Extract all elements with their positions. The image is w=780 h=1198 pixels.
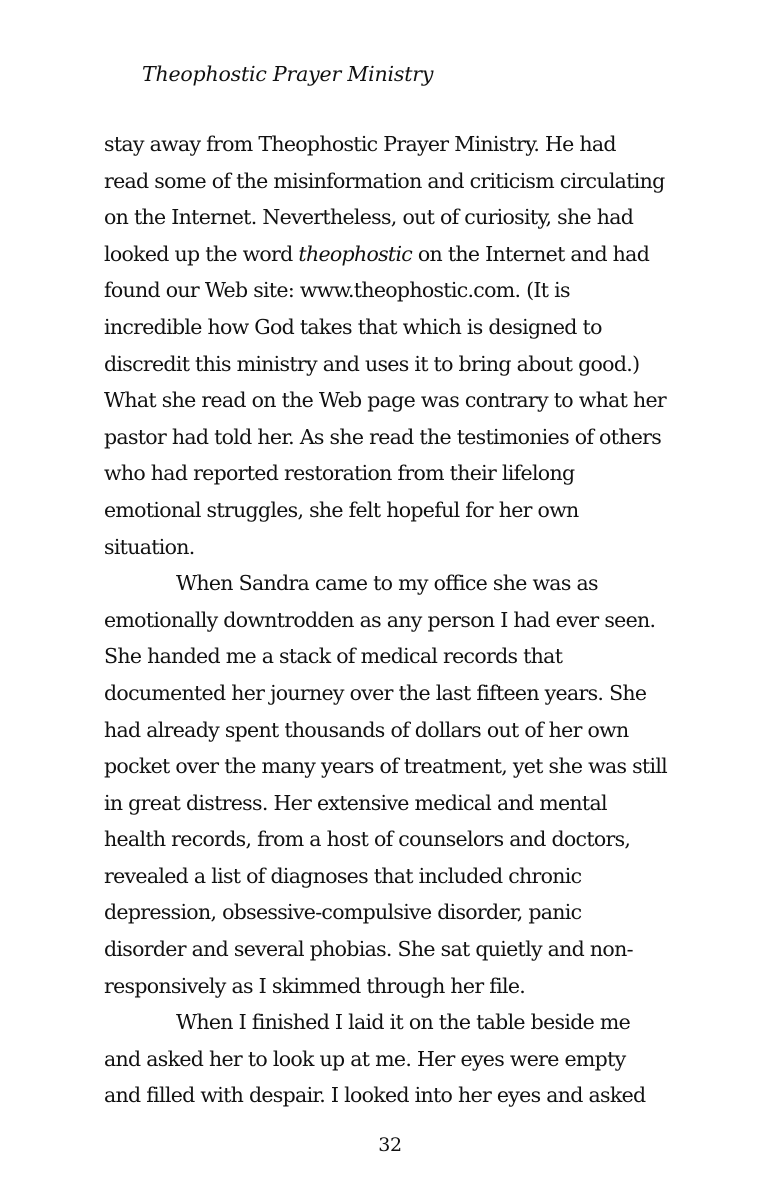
text-line: disorder and several phobias. She sat quietly and non- <box>104 937 633 962</box>
text-line: depression, obsessive-compulsive disorder, panic <box>104 900 582 925</box>
text-line: had already spent thousands of dollars out of her own <box>104 717 629 742</box>
text-line: stay away from Theophostic Prayer Ministry. He had <box>104 132 616 156</box>
text-line: situation. <box>104 534 195 559</box>
text-line: When I finished I laid it on the table beside me <box>176 1010 631 1035</box>
text-line: When Sandra came to my office she was as <box>176 571 598 596</box>
body-text <box>104 126 684 1114</box>
text-line: emotional struggles, she felt hopeful for her own <box>104 497 579 522</box>
text-line: documented her journey over the last fifteen years. She <box>104 680 647 705</box>
italic-term: theophostic <box>298 241 413 266</box>
text-line: looked up the word theophostic on the Internet and had <box>104 241 650 266</box>
text-line: and filled with despair. I looked into her eyes and asked <box>104 1083 646 1108</box>
page-number: 32 <box>378 1134 402 1156</box>
text-line: in great distress. Her extensive medical and mental <box>104 790 607 815</box>
text-line: read some of the misinformation and criticism circulating <box>104 168 665 193</box>
text-line: She handed me a stack of medical records that <box>104 644 563 669</box>
text-line: who had reported restoration from their lifelong <box>104 461 575 486</box>
text-line: discredit this ministry and uses it to bring about good.) <box>104 351 640 376</box>
text-line: emotionally downtrodden as any person I had ever seen. <box>104 607 656 632</box>
text-line: and asked her to look up at me. Her eyes were empty <box>104 1046 626 1071</box>
text-line: found our Web site: www.theophostic.com. (It is <box>104 278 570 303</box>
running-header: Theophostic Prayer Ministry <box>142 62 434 86</box>
text-line: revealed a list of diagnoses that included chronic <box>104 863 582 888</box>
text-line: incredible how God takes that which is designed to <box>104 314 602 339</box>
text-line: health records, from a host of counselors and doctors, <box>104 827 631 852</box>
text-line: pocket over the many years of treatment, yet she was still <box>104 754 668 779</box>
text-line: pastor had told her. As she read the testimonies of others <box>104 424 662 449</box>
text-line: on the Internet. Nevertheless, out of curiosity, she had <box>104 205 634 230</box>
text-line: What she read on the Web page was contrary to what her <box>104 388 666 413</box>
text-line: responsively as I skimmed through her file. <box>104 973 526 998</box>
